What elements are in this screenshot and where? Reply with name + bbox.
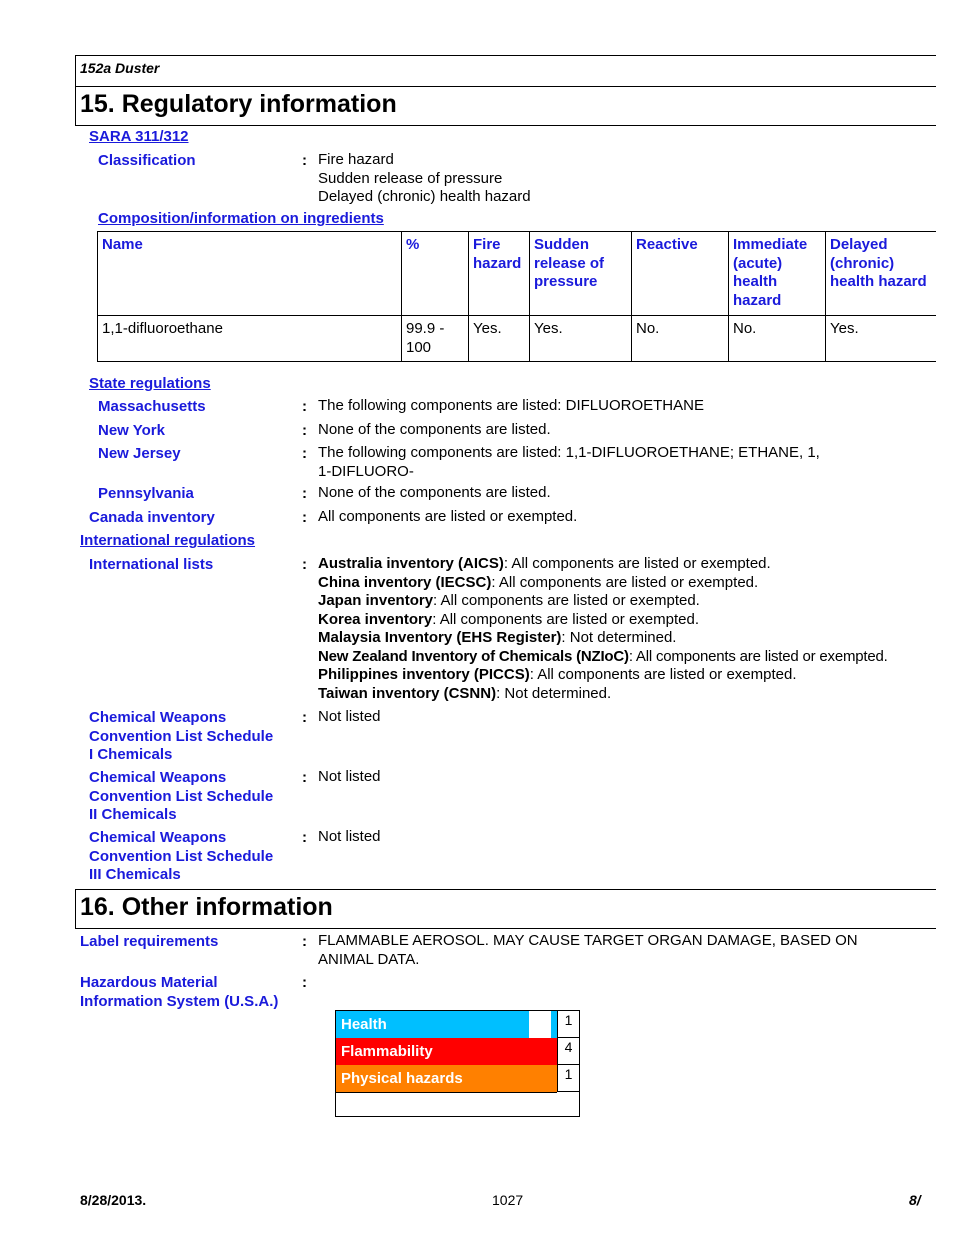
- inventory-item: [318, 574, 888, 593]
- cwc-label-line: Chemical Weapons: [89, 709, 227, 726]
- classification-line: Fire hazard: [318, 151, 394, 168]
- inventory-name: Japan inventory: [318, 592, 434, 609]
- colon: :: [302, 769, 307, 786]
- inventory-item: [318, 629, 888, 648]
- new-jersey-value: [318, 444, 820, 481]
- inventory-item: [318, 666, 888, 685]
- table-cell: Yes.: [826, 316, 936, 362]
- colon: :: [302, 485, 307, 502]
- inventory-name: Philippines inventory (PICCS): [318, 666, 530, 683]
- colon: :: [302, 709, 307, 726]
- inventory-item: [318, 592, 888, 611]
- new-jersey-label: New Jersey: [98, 445, 181, 462]
- table-header-cell: Name: [98, 232, 402, 316]
- hmis-divider: [336, 1092, 557, 1093]
- product-name: 152a Duster: [80, 60, 160, 76]
- table-header-cell: Delayed (chronic) health hazard: [826, 232, 936, 316]
- hmis-physical-hazards-value: 1: [557, 1065, 579, 1092]
- inventory-status: : All components are listed or exempted.: [529, 666, 797, 683]
- cwc-label-line: Convention List Schedule: [89, 727, 274, 745]
- section-15-title: 15. Regulatory information: [80, 90, 397, 118]
- hmis-flammability-value: 4: [557, 1038, 579, 1065]
- colon: :: [302, 829, 307, 846]
- hmis-label-line: Hazardous Material: [80, 974, 218, 991]
- hmis-label: [80, 974, 278, 1011]
- colon: :: [302, 445, 307, 462]
- table-cell: No.: [632, 316, 729, 362]
- colon: :: [302, 422, 307, 439]
- canada-inventory-value: All components are listed or exempted.: [318, 508, 578, 525]
- inventory-name: China inventory (IECSC): [318, 573, 492, 591]
- new-jersey-line: 1-DIFLUORO-: [318, 462, 414, 480]
- cwc-label-line: Convention List Schedule: [89, 847, 274, 865]
- table-header-cell: Sudden release of pressure: [530, 232, 632, 316]
- international-regulations-title: International regulations: [80, 532, 256, 549]
- inventory-name: Malaysia Inventory (EHS Register): [318, 629, 562, 646]
- classification-line: Delayed (chronic) health hazard: [318, 188, 531, 205]
- classification-values: [318, 151, 531, 207]
- label-requirements-line: FLAMMABLE AEROSOL. MAY CAUSE TARGET ORGAN DAMAGE, BASED ON: [318, 932, 858, 949]
- international-lists-label: International lists: [89, 556, 214, 573]
- section-16-title: 16. Other information: [80, 893, 333, 921]
- cwc-label-line: Convention List Schedule: [89, 787, 274, 805]
- cwc-schedule-1-value: Not listed: [318, 708, 381, 725]
- cwc-schedule-3-label: [89, 829, 273, 885]
- inventory-item: [318, 685, 888, 704]
- inventory-item: [318, 555, 888, 574]
- hmis-row-flammability: [336, 1038, 579, 1065]
- massachusetts-label: Massachusetts: [98, 398, 206, 415]
- new-york-value: None of the components are listed.: [318, 421, 551, 438]
- hmis-row-physical-hazards: [336, 1065, 579, 1092]
- hmis-label-line: Information System (U.S.A.): [80, 992, 279, 1010]
- table-header-cell: Reactive: [632, 232, 729, 316]
- hmis-flammability-label: Flammability: [336, 1038, 557, 1065]
- hmis-rating-box: [335, 1010, 580, 1117]
- inventory-name: New Zealand Inventory of Chemicals (NZIoC): [318, 647, 629, 665]
- international-lists-values: [318, 555, 888, 703]
- massachusetts-value: The following components are listed: DIFLUOROETHANE: [318, 397, 704, 414]
- colon: :: [302, 509, 307, 526]
- table-cell: 1,1-difluoroethane: [98, 316, 402, 362]
- label-requirements-value: [318, 932, 858, 969]
- inventory-status: : Not determined.: [561, 629, 677, 646]
- table-header-cell: %: [402, 232, 469, 316]
- new-york-label: New York: [98, 422, 165, 439]
- footer-date: 8/28/2013.: [80, 1192, 147, 1208]
- hmis-row-health: [336, 1011, 579, 1038]
- cwc-label-line: I Chemicals: [89, 746, 173, 763]
- cwc-label-line: Chemical Weapons: [89, 829, 227, 846]
- table-cell: Yes.: [469, 316, 530, 362]
- label-requirements-label: Label requirements: [80, 933, 219, 950]
- inventory-name: Taiwan inventory (CSNN): [318, 684, 497, 702]
- table-header-cell: Fire hazard: [469, 232, 530, 316]
- colon: :: [302, 398, 307, 415]
- table-cell: Yes.: [530, 316, 632, 362]
- cwc-label-line: II Chemicals: [89, 806, 177, 823]
- table-row: [98, 316, 936, 362]
- inventory-status: : All components are listed or exempted.: [432, 610, 700, 628]
- hmis-health-gap: [529, 1011, 551, 1038]
- inventory-status: : All components are listed or exempted.: [628, 647, 888, 665]
- inventory-name: Australia inventory (AICS): [318, 555, 504, 572]
- colon: :: [302, 152, 307, 169]
- cwc-label-line: Chemical Weapons: [89, 769, 227, 786]
- state-regulations-title: State regulations: [89, 375, 211, 392]
- composition-title: Composition/information on ingredients: [98, 210, 384, 227]
- cwc-schedule-2-value: Not listed: [318, 768, 381, 785]
- product-header-bar: [75, 55, 936, 86]
- sara-title: SARA 311/312: [89, 128, 189, 145]
- pennsylvania-value: None of the components are listed.: [318, 484, 551, 501]
- classification-line: Sudden release of pressure: [318, 169, 503, 187]
- classification-label: Classification: [98, 152, 196, 169]
- inventory-item: [318, 648, 888, 667]
- cwc-schedule-3-value: Not listed: [318, 828, 381, 845]
- colon: :: [302, 933, 307, 950]
- table-header-cell: Immediate (acute) health hazard: [729, 232, 826, 316]
- inventory-status: : Not determined.: [496, 684, 612, 702]
- table-header-row: [98, 232, 936, 316]
- inventory-status: : All components are listed or exempted.: [491, 573, 759, 591]
- cwc-schedule-2-label: [89, 769, 273, 825]
- colon: :: [302, 974, 307, 991]
- table-cell: No.: [729, 316, 826, 362]
- hmis-health-value: 1: [557, 1011, 579, 1038]
- cwc-label-line: III Chemicals: [89, 866, 181, 883]
- pennsylvania-label: Pennsylvania: [98, 485, 194, 502]
- inventory-status: : All components are listed or exempted.: [503, 555, 771, 572]
- table-cell: 99.9 - 100: [402, 316, 469, 362]
- new-jersey-line: The following components are listed: 1,1-DIFLUOROETHANE; ETHANE, 1,: [318, 444, 820, 461]
- footer-page-number: 1027: [492, 1192, 524, 1208]
- inventory-item: [318, 611, 888, 630]
- footer-right: 8/: [909, 1192, 921, 1208]
- hmis-health-label: Health: [336, 1011, 529, 1038]
- canada-inventory-label: Canada inventory: [89, 509, 215, 526]
- cwc-schedule-1-label: [89, 709, 273, 765]
- inventory-status: : All components are listed or exempted.: [433, 592, 700, 609]
- composition-table: [97, 231, 936, 362]
- hmis-physical-hazards-label: Physical hazards: [336, 1065, 557, 1092]
- colon: :: [302, 556, 307, 573]
- inventory-name: Korea inventory: [318, 610, 433, 628]
- label-requirements-line: ANIMAL DATA.: [318, 950, 420, 968]
